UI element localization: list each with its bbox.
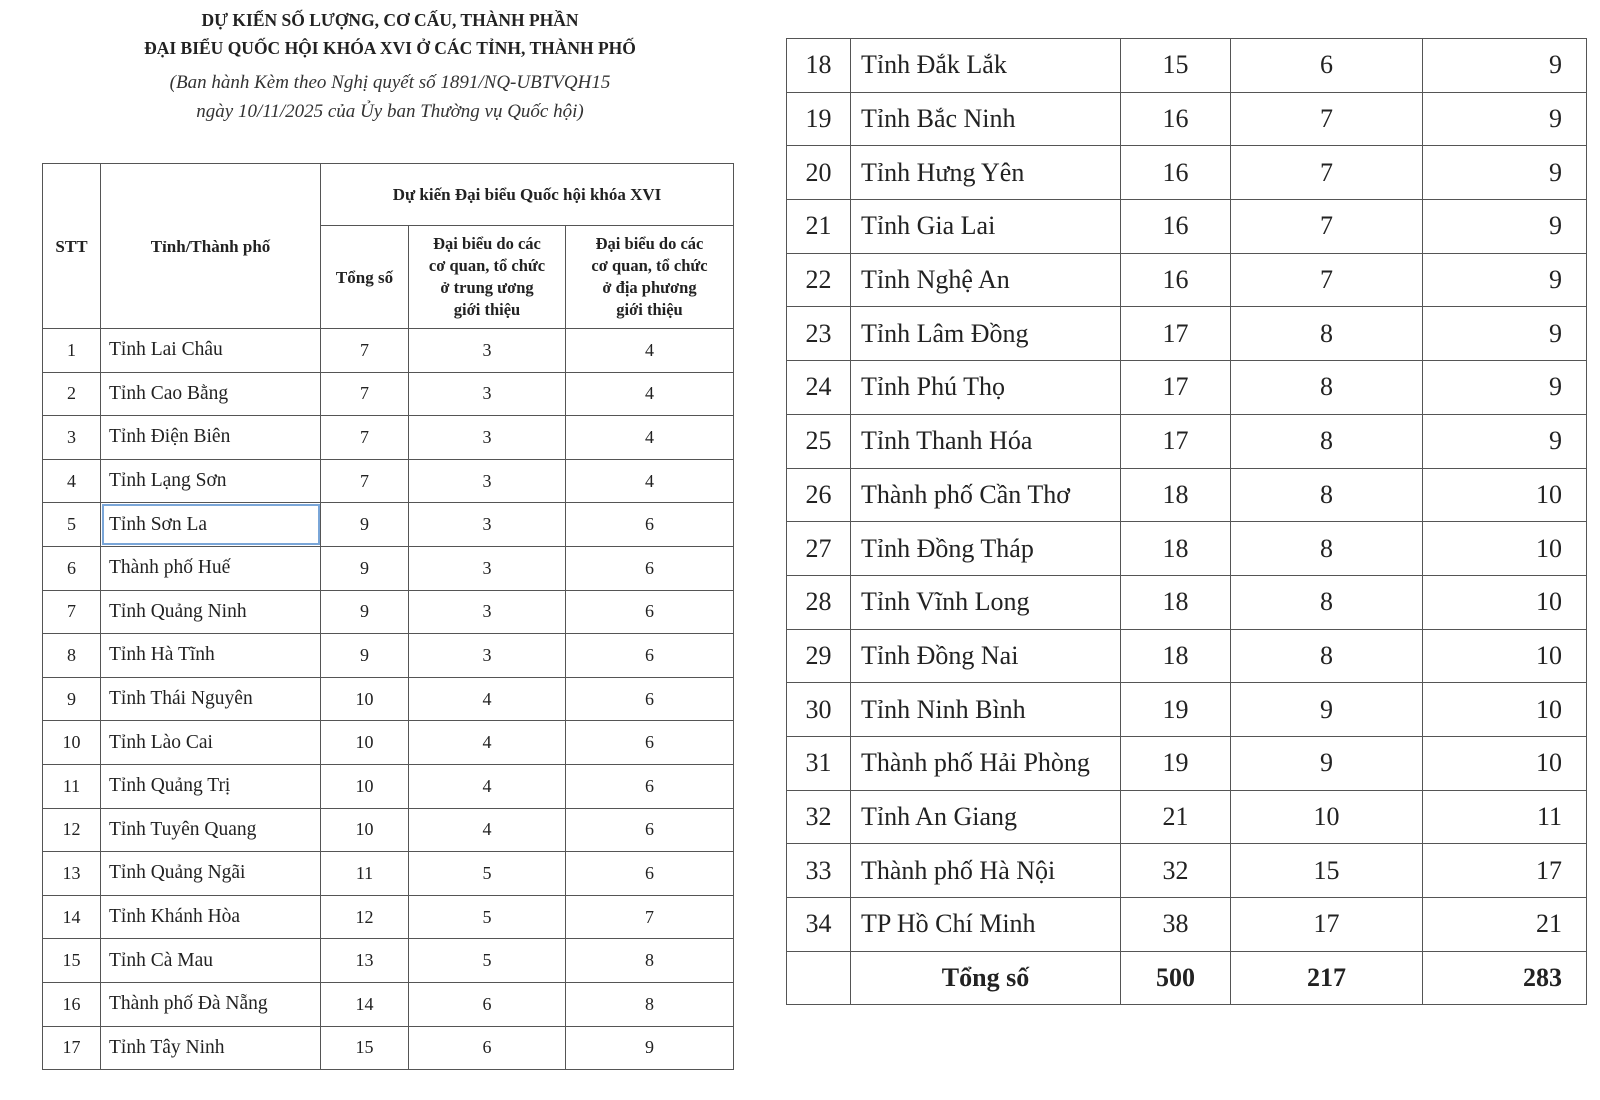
cell-total[interactable]: 9 [321,546,409,590]
table-row [787,307,1587,361]
cell-total[interactable]: 10 [321,677,409,721]
cell-local[interactable]: 9 [1423,307,1587,361]
header-group: Dự kiến Đại biểu Quốc hội khóa XVI [321,164,734,226]
subtitle-line-1: (Ban hành Kèm theo Nghị quyết số 1891/NQ-UBTVQH15 [169,72,611,93]
table-row [787,200,1587,254]
cell-total[interactable]: 16 [1121,200,1231,254]
cell-central[interactable]: 3 [409,459,566,503]
cell-local[interactable]: 6 [566,808,734,852]
cell-central[interactable]: 6 [409,982,566,1026]
table-row [43,546,734,590]
cell-local[interactable]: 4 [566,372,734,416]
cell-total[interactable]: 18 [1121,629,1231,683]
cell-stt[interactable]: 32 [787,790,851,844]
title-line-1: DỰ KIẾN SỐ LƯỢNG, CƠ CẤU, THÀNH PHẦN [201,10,579,30]
cell-stt[interactable]: 4 [43,459,101,503]
cell-central[interactable]: 8 [1231,361,1423,415]
delegates-table-right [786,38,1587,1005]
cell-total[interactable]: 10 [321,808,409,852]
header-total: Tổng số [321,226,409,329]
cell-central[interactable]: 8 [1231,522,1423,576]
cell-local[interactable]: 7 [566,895,734,939]
cell-stt[interactable]: 1 [43,329,101,373]
table-row [43,634,734,678]
cell-stt[interactable]: 14 [43,895,101,939]
cell-stt[interactable]: 33 [787,844,851,898]
cell-local[interactable]: 6 [566,546,734,590]
cell-province[interactable]: Thành phố Đà Nẵng [101,982,321,1026]
cell-local[interactable]: 21 [1423,898,1587,952]
cell-local[interactable]: 10 [1423,522,1587,576]
cell-province[interactable]: Tỉnh Hà Tĩnh [101,634,321,678]
cell-total[interactable]: 9 [321,503,409,547]
cell-province[interactable]: Tỉnh Tây Ninh [101,1026,321,1070]
cell-local[interactable]: 10 [1423,736,1587,790]
total-row [787,951,1587,1005]
cell-stt[interactable]: 5 [43,503,101,547]
cell-local[interactable]: 10 [1423,683,1587,737]
cell-province[interactable]: Tỉnh Thái Nguyên [101,677,321,721]
cell-central[interactable]: 3 [409,416,566,460]
table-row [787,522,1587,576]
cell-local[interactable]: 9 [1423,361,1587,415]
cell-stt[interactable]: 12 [43,808,101,852]
cell-province[interactable]: Tỉnh Bắc Ninh [851,92,1121,146]
cell-central[interactable]: 8 [1231,575,1423,629]
cell-central[interactable]: 8 [1231,414,1423,468]
cell-total[interactable]: 15 [321,1026,409,1070]
cell-central[interactable]: 8 [1231,629,1423,683]
cell-local[interactable]: 6 [566,852,734,896]
cell-local[interactable]: 9 [1423,92,1587,146]
cell-local[interactable]: 10 [1423,575,1587,629]
table-row [43,721,734,765]
table-row [43,416,734,460]
table-row [787,414,1587,468]
cell-local[interactable]: 9 [1423,200,1587,254]
cell-stt[interactable]: 21 [787,200,851,254]
cell-total[interactable]: 15 [1121,39,1231,93]
table-row [43,982,734,1026]
cell-total[interactable]: 32 [1121,844,1231,898]
cell-central[interactable]: 9 [1231,683,1423,737]
title-line-2: ĐẠI BIỂU QUỐC HỘI KHÓA XVI Ở CÁC TỈNH, THÀNH PHỐ [144,38,636,58]
cell-total[interactable]: 10 [321,764,409,808]
cell-stt[interactable]: 27 [787,522,851,576]
cell-stt[interactable]: 3 [43,416,101,460]
cell-stt[interactable]: 20 [787,146,851,200]
table-row [43,852,734,896]
subtitle-line-2: ngày 10/11/2025 của Ủy ban Thường vụ Quốc hội) [196,101,584,122]
cell-local[interactable]: 6 [566,590,734,634]
cell-local[interactable]: 10 [1423,629,1587,683]
cell-total[interactable]: 18 [1121,575,1231,629]
cell-province[interactable]: Thành phố Huế [101,546,321,590]
cell-stt[interactable]: 16 [43,982,101,1026]
table-row [43,503,734,547]
cell-stt[interactable]: 23 [787,307,851,361]
cell-central[interactable]: 7 [1231,200,1423,254]
cell-central[interactable]: 9 [1231,736,1423,790]
header-central: Đại biểu do các cơ quan, tổ chức ở trung ương giới thiệu [409,226,566,329]
cell-province[interactable]: Tỉnh Phú Thọ [851,361,1121,415]
cell-stt-empty [787,951,851,1005]
document-subtitle [40,68,740,126]
cell-province[interactable]: Tỉnh Vĩnh Long [851,575,1121,629]
cell-stt[interactable]: 34 [787,898,851,952]
cell-local[interactable]: 6 [566,634,734,678]
cell-stt[interactable]: 18 [787,39,851,93]
cell-total[interactable]: 11 [321,852,409,896]
total-label: Tổng số [851,951,1121,1005]
table-row [787,790,1587,844]
table-row [787,361,1587,415]
cell-total[interactable]: 18 [1121,522,1231,576]
cell-central[interactable]: 6 [409,1026,566,1070]
cell-total[interactable]: 9 [321,634,409,678]
cell-central[interactable]: 5 [409,939,566,983]
cell-stt[interactable]: 29 [787,629,851,683]
cell-total[interactable]: 9 [321,590,409,634]
cell-central[interactable]: 4 [409,808,566,852]
cell-local[interactable]: 8 [566,939,734,983]
cell-central[interactable]: 3 [409,329,566,373]
cell-province[interactable]: Tỉnh Lai Châu [101,329,321,373]
header-province: Tỉnh/Thành phố [101,164,321,329]
table-row [43,1026,734,1070]
cell-central[interactable]: 3 [409,590,566,634]
cell-stt[interactable]: 24 [787,361,851,415]
table-row [43,895,734,939]
cell-central[interactable]: 7 [1231,92,1423,146]
total-local: 283 [1423,951,1587,1005]
cell-local[interactable]: 6 [566,677,734,721]
cell-local[interactable]: 9 [1423,253,1587,307]
cell-central[interactable]: 15 [1231,844,1423,898]
cell-province[interactable]: Tỉnh Quảng Ninh [101,590,321,634]
cell-province[interactable]: Tỉnh Lào Cai [101,721,321,765]
cell-province[interactable]: Thành phố Hà Nội [851,844,1121,898]
cell-stt[interactable]: 8 [43,634,101,678]
cell-province[interactable]: Tỉnh Quảng Ngãi [101,852,321,896]
cell-stt[interactable]: 25 [787,414,851,468]
cell-province[interactable]: Tỉnh Đồng Nai [851,629,1121,683]
table-row [43,939,734,983]
cell-total[interactable]: 19 [1121,683,1231,737]
cell-central[interactable]: 8 [1231,468,1423,522]
cell-total[interactable]: 7 [321,372,409,416]
cell-total[interactable]: 16 [1121,92,1231,146]
cell-stt[interactable]: 19 [787,92,851,146]
table-row [787,468,1587,522]
cell-local[interactable]: 6 [566,503,734,547]
cell-stt[interactable]: 26 [787,468,851,522]
table-row [43,459,734,503]
cell-total[interactable]: 13 [321,939,409,983]
cell-local[interactable]: 4 [566,329,734,373]
cell-local[interactable]: 6 [566,721,734,765]
cell-province[interactable]: Tỉnh An Giang [851,790,1121,844]
cell-stt[interactable]: 6 [43,546,101,590]
cell-total[interactable]: 21 [1121,790,1231,844]
cell-central[interactable]: 5 [409,895,566,939]
cell-stt[interactable]: 30 [787,683,851,737]
cell-total[interactable]: 14 [321,982,409,1026]
cell-province[interactable]: Tỉnh Ninh Bình [851,683,1121,737]
cell-total[interactable]: 17 [1121,307,1231,361]
cell-central[interactable]: 17 [1231,898,1423,952]
table-row [43,329,734,373]
cell-province[interactable]: Tỉnh Điện Biên [101,416,321,460]
cell-central[interactable]: 4 [409,764,566,808]
cell-stt[interactable]: 28 [787,575,851,629]
cell-central[interactable]: 3 [409,634,566,678]
header-stt: STT [43,164,101,329]
cell-local[interactable]: 9 [1423,39,1587,93]
cell-local[interactable]: 9 [566,1026,734,1070]
cell-central[interactable]: 7 [1231,253,1423,307]
cell-local[interactable]: 17 [1423,844,1587,898]
cell-province[interactable]: TP Hồ Chí Minh [851,898,1121,952]
cell-stt[interactable]: 7 [43,590,101,634]
cell-stt[interactable]: 22 [787,253,851,307]
cell-province[interactable]: Tỉnh Đắk Lắk [851,39,1121,93]
cell-stt[interactable]: 10 [43,721,101,765]
cell-province[interactable]: Tỉnh Lạng Sơn [101,459,321,503]
cell-stt[interactable]: 11 [43,764,101,808]
delegates-table-left [42,163,734,1070]
cell-central[interactable]: 5 [409,852,566,896]
cell-province[interactable]: Tỉnh Đồng Tháp [851,522,1121,576]
cell-total[interactable]: 7 [321,329,409,373]
cell-local[interactable]: 9 [1423,146,1587,200]
table-row [787,92,1587,146]
cell-central[interactable]: 3 [409,546,566,590]
cell-central[interactable]: 8 [1231,307,1423,361]
cell-stt[interactable]: 17 [43,1026,101,1070]
cell-stt[interactable]: 31 [787,736,851,790]
cell-province[interactable]: Tỉnh Khánh Hòa [101,895,321,939]
cell-local[interactable]: 9 [1423,414,1587,468]
table-row [787,629,1587,683]
table-row [43,764,734,808]
document-title [40,6,740,62]
cell-local[interactable]: 6 [566,764,734,808]
table-row [787,146,1587,200]
cell-province[interactable]: Tỉnh Gia Lai [851,200,1121,254]
cell-total[interactable]: 7 [321,416,409,460]
cell-total[interactable]: 16 [1121,146,1231,200]
cell-central[interactable]: 3 [409,372,566,416]
cell-province[interactable]: Tỉnh Nghệ An [851,253,1121,307]
cell-central[interactable]: 4 [409,721,566,765]
cell-province[interactable]: Tỉnh Lâm Đồng [851,307,1121,361]
cell-stt[interactable]: 9 [43,677,101,721]
cell-stt[interactable]: 15 [43,939,101,983]
cell-province[interactable]: Tỉnh Sơn La [101,503,321,547]
cell-total[interactable]: 10 [321,721,409,765]
cell-total[interactable]: 7 [321,459,409,503]
cell-local[interactable]: 11 [1423,790,1587,844]
cell-local[interactable]: 8 [566,982,734,1026]
cell-central[interactable]: 3 [409,503,566,547]
total-central: 217 [1231,951,1423,1005]
cell-province[interactable]: Thành phố Hải Phòng [851,736,1121,790]
cell-province[interactable]: Tỉnh Quảng Trị [101,764,321,808]
cell-total[interactable]: 38 [1121,898,1231,952]
table-row [787,39,1587,93]
table-row [787,844,1587,898]
cell-province[interactable]: Tỉnh Tuyên Quang [101,808,321,852]
cell-total[interactable]: 19 [1121,736,1231,790]
table-row [43,372,734,416]
cell-total[interactable]: 17 [1121,414,1231,468]
cell-province[interactable]: Tỉnh Cao Bằng [101,372,321,416]
cell-local[interactable]: 4 [566,459,734,503]
cell-province[interactable]: Tỉnh Thanh Hóa [851,414,1121,468]
total-sum: 500 [1121,951,1231,1005]
cell-local[interactable]: 10 [1423,468,1587,522]
header-local: Đại biểu do các cơ quan, tổ chức ở địa phương giới thiệu [566,226,734,329]
cell-central[interactable]: 7 [1231,146,1423,200]
cell-total[interactable]: 12 [321,895,409,939]
table-row [787,683,1587,737]
cell-province[interactable]: Thành phố Cần Thơ [851,468,1121,522]
cell-province[interactable]: Tỉnh Hưng Yên [851,146,1121,200]
cell-central[interactable]: 4 [409,677,566,721]
table-row [787,898,1587,952]
table-row [787,575,1587,629]
table-row [787,736,1587,790]
cell-total[interactable]: 18 [1121,468,1231,522]
table-row [43,677,734,721]
cell-central[interactable]: 10 [1231,790,1423,844]
cell-local[interactable]: 4 [566,416,734,460]
cell-total[interactable]: 17 [1121,361,1231,415]
cell-province[interactable]: Tỉnh Cà Mau [101,939,321,983]
table-row [43,590,734,634]
cell-total[interactable]: 16 [1121,253,1231,307]
cell-stt[interactable]: 13 [43,852,101,896]
cell-stt[interactable]: 2 [43,372,101,416]
table-row [43,808,734,852]
table-row [787,253,1587,307]
cell-central[interactable]: 6 [1231,39,1423,93]
